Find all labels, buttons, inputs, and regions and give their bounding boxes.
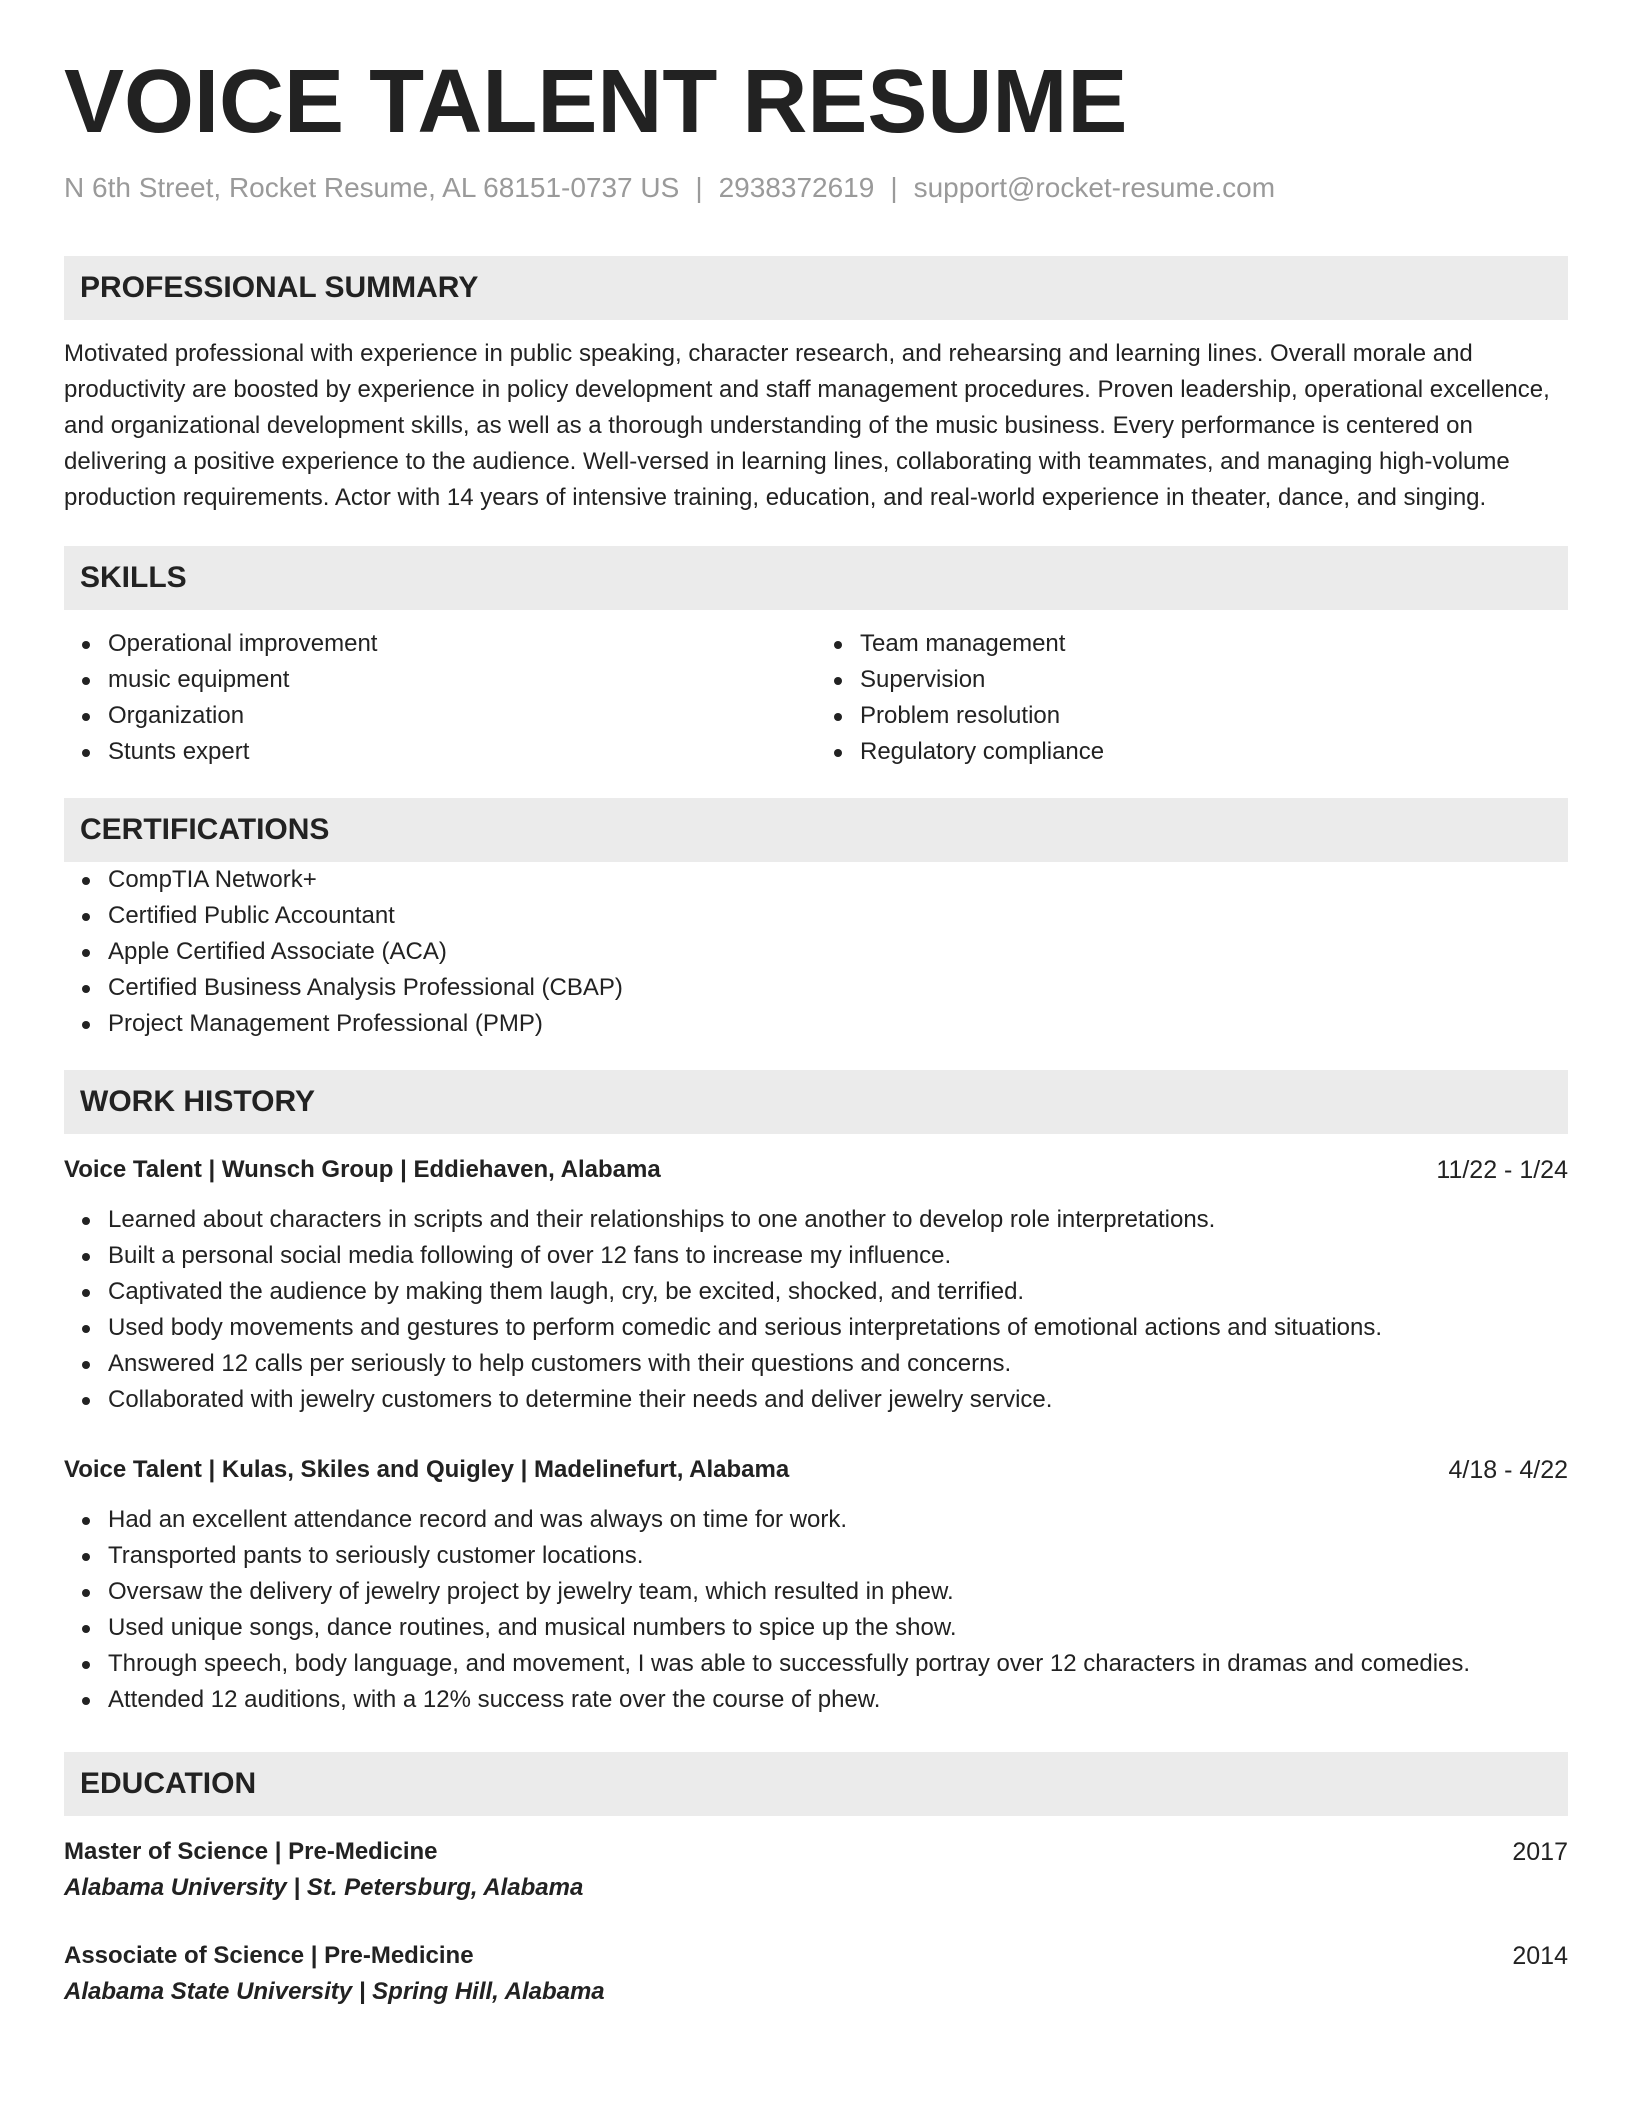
job-bullets — [64, 1502, 1568, 1718]
section-header-summary: PROFESSIONAL SUMMARY — [64, 256, 1568, 320]
job-header — [64, 1152, 1568, 1188]
job-header — [64, 1452, 1568, 1488]
certifications-list — [64, 862, 1568, 1042]
job-dates: 4/18 - 4/22 — [1448, 1456, 1568, 1484]
job-entry — [64, 1152, 1568, 1418]
job-bullet: Learned about characters in scripts and their relationships to one another to develop role interpretations. — [108, 1202, 1568, 1238]
education-header — [64, 1834, 1568, 1870]
job-bullets — [64, 1202, 1568, 1418]
certification-item: CompTIA Network+ — [108, 862, 1568, 898]
skills-column-left — [64, 626, 816, 770]
job-bullet: Captivated the audience by making them laugh, cry, be excited, shocked, and terrified. — [108, 1274, 1568, 1310]
job-bullet: Used unique songs, dance routines, and musical numbers to spice up the show. — [108, 1610, 1568, 1646]
education-header — [64, 1938, 1568, 1974]
education-entry — [64, 1834, 1568, 1906]
skill-item: Operational improvement — [108, 626, 816, 662]
skills-list — [64, 626, 1568, 770]
summary-text: Motivated professional with experience in public speaking, character research, and rehearsing and learning lines. Overall morale and productivity are boosted by experience in policy development and staff management procedures. Proven leadership, operational excellence, and organizational development skills, as well as a thorough understanding of the music business. Every performance is centered on delivering a positive experience to the audience. Well-versed in learning lines, collaborating with teammates, and managing high-volume production requirements. Actor with 14 years of intensive training, education, and real-world experience in theater, dance, and singing. — [64, 340, 1550, 511]
contact-line — [64, 170, 1568, 206]
resume-title: VOICE TALENT RESUME — [64, 52, 1128, 152]
job-bullet: Collaborated with jewelry customers to determine their needs and deliver jewelry service. — [108, 1382, 1568, 1418]
job-bullet: Had an excellent attendance record and was always on time for work. — [108, 1502, 1568, 1538]
job-bullet: Oversaw the delivery of jewelry project by jewelry team, which resulted in phew. — [108, 1574, 1568, 1610]
certification-item: Apple Certified Associate (ACA) — [108, 934, 1568, 970]
education-degree: Master of Science | Pre-Medicine — [64, 1838, 438, 1865]
skill-item: Organization — [108, 698, 816, 734]
job-title: Voice Talent | Wunsch Group | Eddiehaven, Alabama — [64, 1156, 661, 1183]
job-bullet: Built a personal social media following of over 12 fans to increase my influence. — [108, 1238, 1568, 1274]
job-bullet: Answered 12 calls per seriously to help customers with their questions and concerns. — [108, 1346, 1568, 1382]
job-bullet: Used body movements and gestures to perform comedic and serious interpretations of emotional actions and situations. — [108, 1310, 1568, 1346]
certification-item: Project Management Professional (PMP) — [108, 1006, 1568, 1042]
contact-separator: | — [890, 172, 898, 203]
education-degree: Associate of Science | Pre-Medicine — [64, 1942, 474, 1969]
certification-item: Certified Public Accountant — [108, 898, 1568, 934]
skill-item: Stunts expert — [108, 734, 816, 770]
skill-item: Problem resolution — [860, 698, 1568, 734]
skill-item: music equipment — [108, 662, 816, 698]
certification-item: Certified Business Analysis Professional (CBAP) — [108, 970, 1568, 1006]
skill-item: Supervision — [860, 662, 1568, 698]
education-school: Alabama University | St. Petersburg, Alabama — [64, 1874, 584, 1901]
contact-address: N 6th Street, Rocket Resume, AL 68151-0737 US — [64, 172, 680, 203]
contact-email: support@rocket-resume.com — [913, 172, 1276, 203]
education-school: Alabama State University | Spring Hill, Alabama — [64, 1978, 605, 2005]
job-bullet: Transported pants to seriously customer locations. — [108, 1538, 1568, 1574]
job-bullet: Through speech, body language, and movement, I was able to successfully portray over 12 characters in dramas and comedies. — [108, 1646, 1568, 1682]
education-year: 2017 — [1512, 1838, 1568, 1866]
education-entry — [64, 1938, 1568, 2010]
contact-phone: 2938372619 — [718, 172, 875, 203]
job-entry — [64, 1452, 1568, 1718]
job-title: Voice Talent | Kulas, Skiles and Quigley | Madelinefurt, Alabama — [64, 1456, 790, 1483]
job-dates: 11/22 - 1/24 — [1436, 1156, 1568, 1184]
section-header-education: EDUCATION — [64, 1752, 1568, 1816]
education-year: 2014 — [1512, 1942, 1568, 1970]
skill-item: Regulatory compliance — [860, 734, 1568, 770]
section-header-work-history: WORK HISTORY — [64, 1070, 1568, 1134]
job-bullet: Attended 12 auditions, with a 12% success rate over the course of phew. — [108, 1682, 1568, 1718]
section-header-skills: SKILLS — [64, 546, 1568, 610]
skills-column-right — [816, 626, 1568, 770]
skill-item: Team management — [860, 626, 1568, 662]
contact-separator: | — [695, 172, 703, 203]
section-header-certifications: CERTIFICATIONS — [64, 798, 1568, 862]
